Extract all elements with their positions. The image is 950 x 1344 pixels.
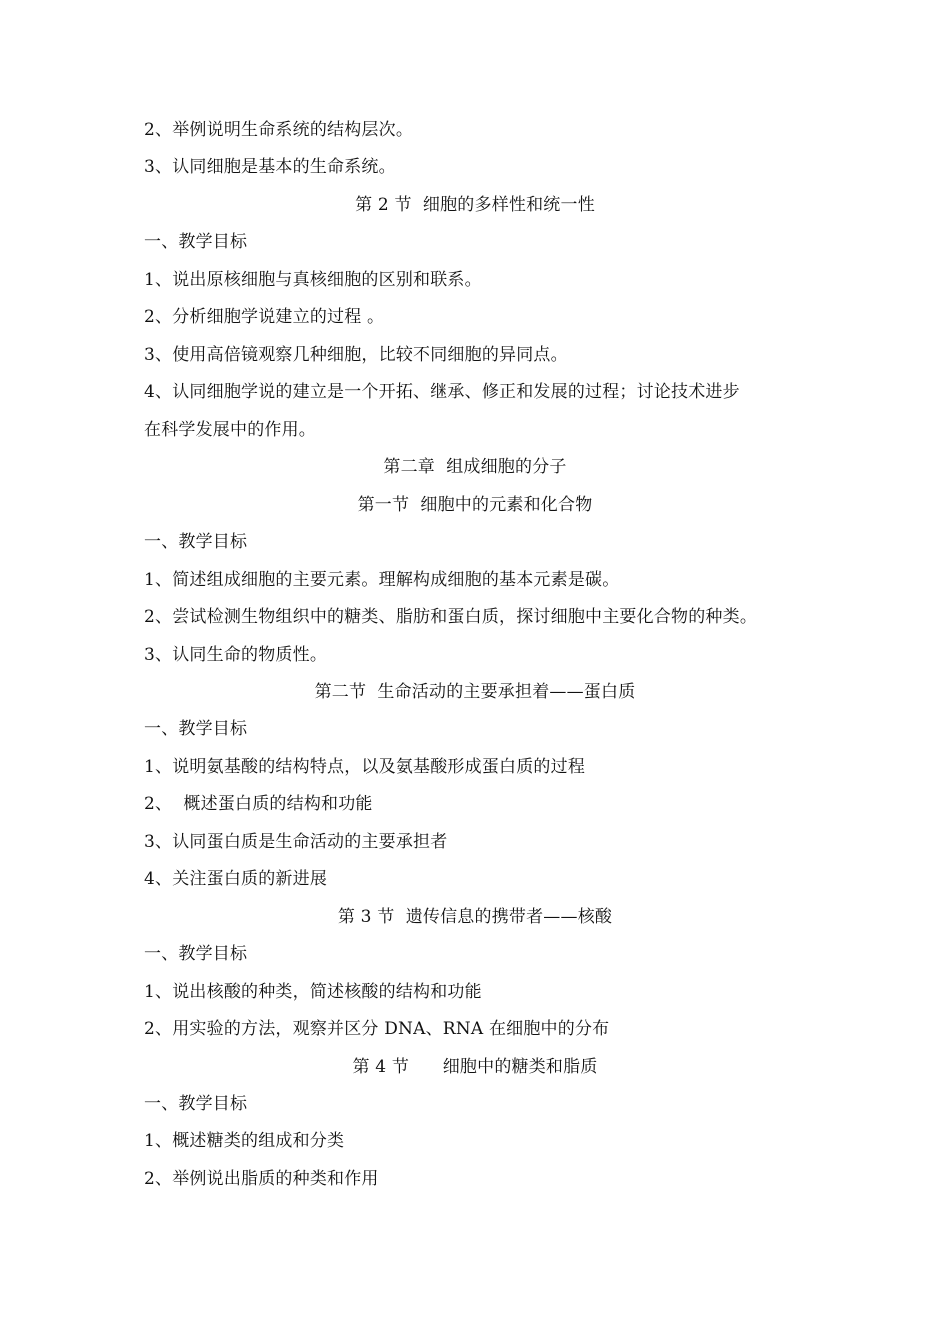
text-line: 1、说明氨基酸的结构特点，以及氨基酸形成蛋白质的过程 — [144, 757, 586, 777]
text-line: 3、认同生命的物质性。 — [144, 645, 328, 665]
text-line: 2、 概述蛋白质的结构和功能 — [144, 794, 373, 814]
text-line: 1、说出原核细胞与真核细胞的区别和联系。 — [144, 270, 482, 290]
section-heading: 第 4 节 细胞中的糖类和脂质 — [352, 1057, 598, 1077]
section-heading: 第一节 细胞中的元素和化合物 — [357, 495, 593, 515]
objectives-heading: 一、教学目标 — [144, 1094, 248, 1114]
text-line: 2、分析细胞学说建立的过程 。 — [144, 307, 385, 327]
text-line: 2、举例说出脂质的种类和作用 — [144, 1169, 379, 1189]
text-line: 1、概述糖类的组成和分类 — [144, 1131, 345, 1151]
objectives-heading: 一、教学目标 — [144, 532, 248, 552]
chapter-heading: 第二章 组成细胞的分子 — [383, 457, 567, 477]
section-heading: 第 3 节 遗传信息的携带者——核酸 — [337, 907, 613, 927]
text-line: 4、认同细胞学说的建立是一个开拓、继承、修正和发展的过程；讨论技术进步 — [144, 382, 740, 402]
text-line: 3、使用高倍镜观察几种细胞，比较不同细胞的异同点。 — [144, 345, 568, 365]
section-heading: 第二节 生命活动的主要承担着——蛋白质 — [314, 682, 636, 702]
objectives-heading: 一、教学目标 — [144, 719, 248, 739]
text-line: 4、关注蛋白质的新进展 — [144, 869, 328, 889]
objectives-heading: 一、教学目标 — [144, 944, 248, 964]
section-heading: 第 2 节 细胞的多样性和统一性 — [355, 195, 595, 215]
text-line: 2、举例说明生命系统的结构层次。 — [144, 120, 414, 140]
text-line: 3、认同细胞是基本的生命系统。 — [144, 157, 396, 177]
text-line: 1、说出核酸的种类，简述核酸的结构和功能 — [144, 982, 482, 1002]
objectives-heading: 一、教学目标 — [144, 232, 248, 252]
text-line: 2、用实验的方法，观察并区分 DNA、RNA 在细胞中的分布 — [144, 1019, 610, 1039]
text-line: 1、简述组成细胞的主要元素。理解构成细胞的基本元素是碳。 — [144, 570, 620, 590]
text-line: 2、尝试检测生物组织中的糖类、脂肪和蛋白质，探讨细胞中主要化合物的种类。 — [144, 607, 758, 627]
text-line: 3、认同蛋白质是生命活动的主要承担者 — [144, 832, 448, 852]
text-line: 在科学发展中的作用。 — [144, 420, 316, 440]
